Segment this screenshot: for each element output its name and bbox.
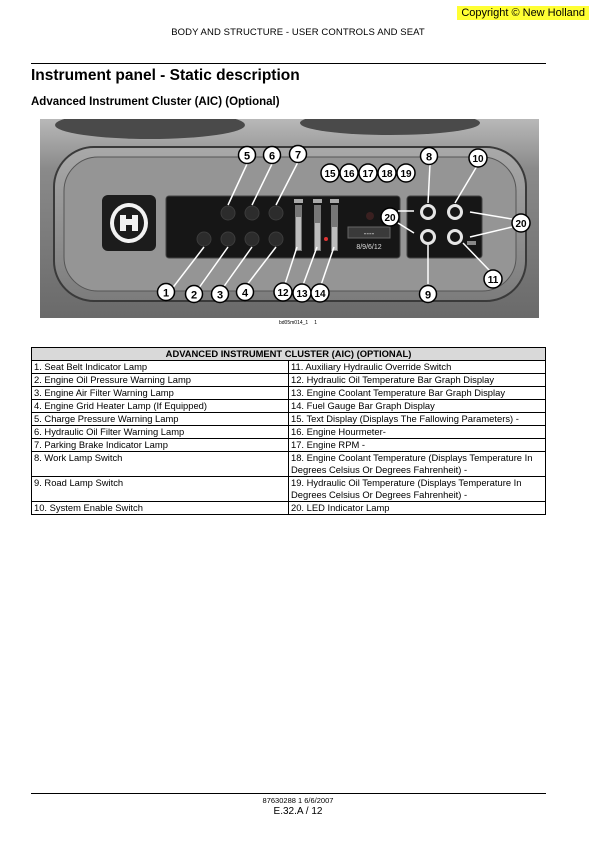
callout-4 <box>237 284 254 301</box>
svg-text:16: 16 <box>343 169 355 180</box>
table-row <box>32 374 546 387</box>
svg-text:6: 6 <box>268 150 276 163</box>
figure-caption-number: 1 <box>314 320 317 326</box>
table-row <box>32 502 546 515</box>
callout-3 <box>212 286 229 303</box>
grid-heater-lamp <box>269 232 283 246</box>
svg-text:17: 17 <box>362 169 374 180</box>
parking-brake-lamp <box>269 206 283 220</box>
svg-text:19: 19 <box>400 169 412 180</box>
figure-caption-id: bd05m014_1 <box>279 320 309 326</box>
led-indicator-lamp <box>366 212 374 220</box>
table-cell: 15. Text Display (Displays The Fallowing Parameters) - <box>289 413 546 426</box>
svg-text:18: 18 <box>381 169 393 180</box>
svg-text:7: 7 <box>294 149 302 162</box>
svg-text:20: 20 <box>515 219 527 230</box>
callout-19 <box>397 164 415 182</box>
table-cell: 20. LED Indicator Lamp <box>289 502 546 515</box>
callout-5 <box>239 147 256 164</box>
callout-11 <box>484 270 502 288</box>
table-row <box>32 439 546 452</box>
switch-panel <box>407 196 482 258</box>
hydraulic-oil-filter-lamp <box>245 206 259 220</box>
table-cell: 3. Engine Air Filter Warning Lamp <box>32 387 289 400</box>
table-cell: 6. Hydraulic Oil Filter Warning Lamp <box>32 426 289 439</box>
page-title: Instrument panel - Static description <box>31 67 300 84</box>
page-header: BODY AND STRUCTURE - USER CONTROLS AND SEAT <box>171 27 425 38</box>
table-row <box>32 400 546 413</box>
svg-text:1: 1 <box>162 287 170 300</box>
callout-20-left <box>381 208 399 226</box>
table-cell: 18. Engine Coolant Temperature (Displays Temperature In Degrees Celsius Or Degrees Fahrenheit) - <box>289 452 546 477</box>
table-cell: 4. Engine Grid Heater Lamp (If Equipped) <box>32 400 289 413</box>
callout-13 <box>293 284 311 302</box>
page-number: E.32.A / 12 <box>273 806 323 817</box>
figure-caption <box>0 320 596 326</box>
table-cell: 5. Charge Pressure Warning Lamp <box>32 413 289 426</box>
table-cell: 10. System Enable Switch <box>32 502 289 515</box>
callout-15 <box>321 164 339 182</box>
table-cell: 1. Seat Belt Indicator Lamp <box>32 361 289 374</box>
footer-rule <box>31 793 546 794</box>
svg-text:15: 15 <box>324 169 336 180</box>
callout-2 <box>186 286 203 303</box>
callout-18 <box>378 164 396 182</box>
table-heading: ADVANCED INSTRUMENT CLUSTER (AIC) (OPTIONAL) <box>32 348 546 361</box>
svg-text:4: 4 <box>241 287 249 300</box>
svg-text:11: 11 <box>487 275 499 286</box>
svg-text:2: 2 <box>190 289 198 302</box>
text-display-modes: 8/9/6/12 <box>356 244 382 251</box>
document-id: 87630288 1 6/6/2007 <box>262 796 334 805</box>
instrument-cluster-photo <box>40 119 539 318</box>
callout-16 <box>340 164 358 182</box>
text-display-readout: ---- <box>363 229 375 238</box>
table-cell: 17. Engine RPM - <box>289 439 546 452</box>
table-cell: 7. Parking Brake Indicator Lamp <box>32 439 289 452</box>
bar-graph-displays <box>294 199 339 251</box>
seat-belt-lamp <box>197 232 211 246</box>
callout-17 <box>359 164 377 182</box>
table-cell: 2. Engine Oil Pressure Warning Lamp <box>32 374 289 387</box>
callout-9 <box>420 286 437 303</box>
table-cell: 12. Hydraulic Oil Temperature Bar Graph Display <box>289 374 546 387</box>
table-row <box>32 361 546 374</box>
svg-text:9: 9 <box>424 289 432 302</box>
charge-pressure-lamp <box>221 206 235 220</box>
table-cell: 19. Hydraulic Oil Temperature (Displays Temperature In Degrees Celsius Or Degrees Fahrenheit) - <box>289 477 546 502</box>
table-cell: 11. Auxiliary Hydraulic Override Switch <box>289 361 546 374</box>
copyright-badge: Copyright © New Holland <box>457 6 589 20</box>
svg-text:5: 5 <box>243 150 251 163</box>
table-row <box>32 387 546 400</box>
callout-14 <box>311 284 329 302</box>
svg-text:13: 13 <box>296 289 308 300</box>
callout-10 <box>469 149 487 167</box>
table-cell: 8. Work Lamp Switch <box>32 452 289 477</box>
callout-20-right <box>512 214 530 232</box>
table-cell: 9. Road Lamp Switch <box>32 477 289 502</box>
table-row <box>32 426 546 439</box>
svg-text:8: 8 <box>425 151 433 164</box>
table-row <box>32 452 546 477</box>
engine-oil-pressure-lamp <box>221 232 235 246</box>
table-cell: 14. Fuel Gauge Bar Graph Display <box>289 400 546 413</box>
svg-text:3: 3 <box>216 289 224 302</box>
callout-1 <box>158 284 175 301</box>
table-row <box>32 477 546 502</box>
header-rule <box>31 63 546 64</box>
table-cell: 16. Engine Hourmeter- <box>289 426 546 439</box>
table-row <box>32 413 546 426</box>
section-subtitle: Advanced Instrument Cluster (AIC) (Optional) <box>31 96 280 108</box>
svg-text:20: 20 <box>384 213 396 224</box>
engine-air-filter-lamp <box>245 232 259 246</box>
component-legend-table <box>31 347 546 515</box>
callout-8 <box>421 148 438 165</box>
callout-6 <box>264 147 281 164</box>
svg-text:14: 14 <box>314 289 326 300</box>
callout-7 <box>290 146 307 163</box>
new-holland-logo-icon <box>110 203 148 243</box>
table-cell: 13. Engine Coolant Temperature Bar Graph Display <box>289 387 546 400</box>
svg-text:12: 12 <box>277 288 289 299</box>
svg-text:10: 10 <box>472 154 484 165</box>
callout-12 <box>274 283 292 301</box>
